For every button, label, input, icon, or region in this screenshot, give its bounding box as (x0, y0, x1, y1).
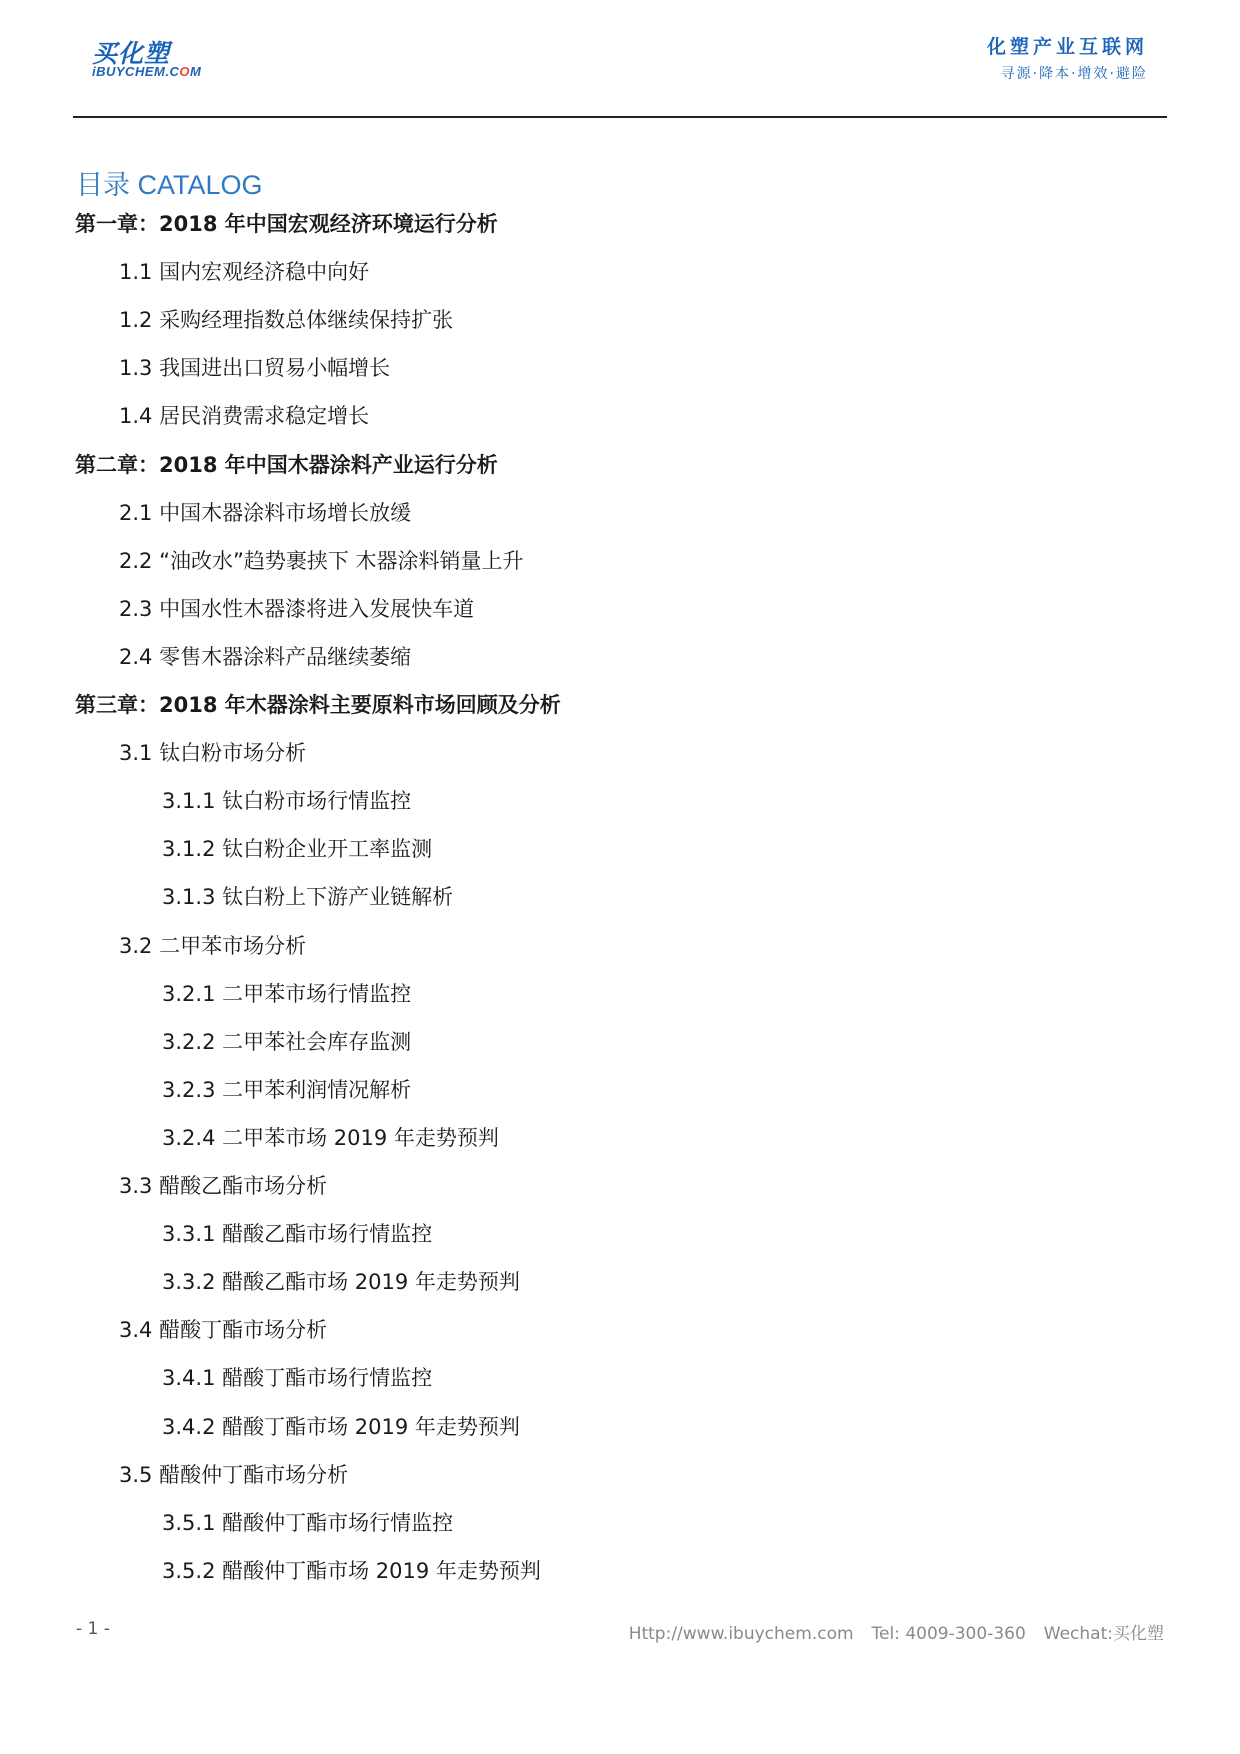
toc-subsection[interactable]: 3.1.1 钛白粉市场行情监控 (162, 789, 412, 814)
header-slogan (987, 32, 1148, 83)
toc-subsection[interactable]: 3.5.1 醋酸仲丁酯市场行情监控 (162, 1510, 454, 1535)
toc-chapter[interactable]: 第二章：2018 年中国木器涂料产业运行分析 (75, 452, 498, 477)
footer-wechat: Wechat:买化塑 (1043, 1624, 1164, 1644)
footer-url[interactable]: Http://www.ibuychem.com (628, 1624, 854, 1644)
toc-section[interactable]: 3.3 醋酸乙酯市场分析 (119, 1174, 328, 1198)
toc-section[interactable]: 3.1 钛白粉市场分析 (119, 741, 307, 766)
footer-contact (611, 1619, 1164, 1644)
toc-section[interactable]: 2.3 中国水性木器漆将进入发展快车道 (119, 596, 475, 621)
slogan-title: 化塑产业互联网 (986, 36, 1148, 58)
toc-section[interactable]: 3.4 醋酸丁酯市场分析 (119, 1318, 328, 1343)
toc-section[interactable]: 3.5 醋酸仲丁酯市场分析 (119, 1462, 349, 1487)
footer-tel: Tel: 4009-300-360 (871, 1624, 1026, 1644)
toc-section[interactable]: 1.3 我国进出口贸易小幅增长 (119, 356, 391, 381)
toc-subsection[interactable]: 3.2.1 二甲苯市场行情监控 (162, 981, 412, 1006)
toc-subsection[interactable]: 3.3.2 醋酸乙酯市场 2019 年走势预判 (162, 1270, 520, 1295)
logo-o-mark: O (179, 64, 190, 79)
page-header (0, 0, 1240, 120)
toc-subsection[interactable]: 3.2.3 二甲苯利润情况解析 (162, 1077, 412, 1102)
toc-chapter[interactable]: 第一章：2018 年中国宏观经济环境运行分析 (75, 212, 498, 236)
toc-subsection[interactable]: 3.1.3 钛白粉上下游产业链解析 (162, 885, 454, 910)
toc-subsection[interactable]: 3.2.2 二甲苯社会库存监测 (162, 1029, 412, 1054)
toc-section[interactable]: 3.2 二甲苯市场分析 (119, 933, 307, 958)
toc-subsection[interactable]: 3.3.1 醋酸乙酯市场行情监控 (162, 1222, 433, 1247)
toc-section[interactable]: 1.4 居民消费需求稳定增长 (119, 404, 370, 429)
header-divider (73, 116, 1167, 118)
logo-english-wordmark (92, 64, 201, 79)
toc-subsection[interactable]: 3.4.1 醋酸丁酯市场行情监控 (162, 1366, 433, 1391)
logo-en-part-b: M (189, 64, 202, 79)
toc-section[interactable]: 2.2 “油改水”趋势裹挟下 木器涂料销量上升 (119, 548, 524, 573)
logo-en-part-a: iBUYCHEM.C (92, 64, 180, 79)
toc-chapter[interactable]: 第三章：2018 年木器涂料主要原料市场回顾及分析 (75, 693, 561, 717)
slogan-subtitle: 寻源·降本·增效·避险 (1000, 66, 1148, 82)
toc-section[interactable]: 2.4 零售木器涂料产品继续萎缩 (119, 644, 412, 669)
ibuychem-logo[interactable] (92, 34, 242, 84)
logo-chinese-wordmark: 买化塑 (92, 39, 171, 68)
page-number: - 1 - (76, 1619, 110, 1639)
toc-section[interactable]: 1.1 国内宏观经济稳中向好 (119, 260, 370, 285)
toc-subsection[interactable]: 3.2.4 二甲苯市场 2019 年走势预判 (162, 1125, 499, 1150)
toc-subsection[interactable]: 3.1.2 钛白粉企业开工率监测 (162, 837, 433, 862)
toc-section[interactable]: 1.2 采购经理指数总体继续保持扩张 (119, 308, 454, 333)
toc-subsection[interactable]: 3.4.2 醋酸丁酯市场 2019 年走势预判 (162, 1414, 520, 1439)
toc-subsection[interactable]: 3.5.2 醋酸仲丁酯市场 2019 年走势预判 (162, 1558, 541, 1583)
catalog-title: 目录 CATALOG (76, 170, 263, 200)
toc-section[interactable]: 2.1 中国木器涂料市场增长放缓 (119, 500, 412, 525)
